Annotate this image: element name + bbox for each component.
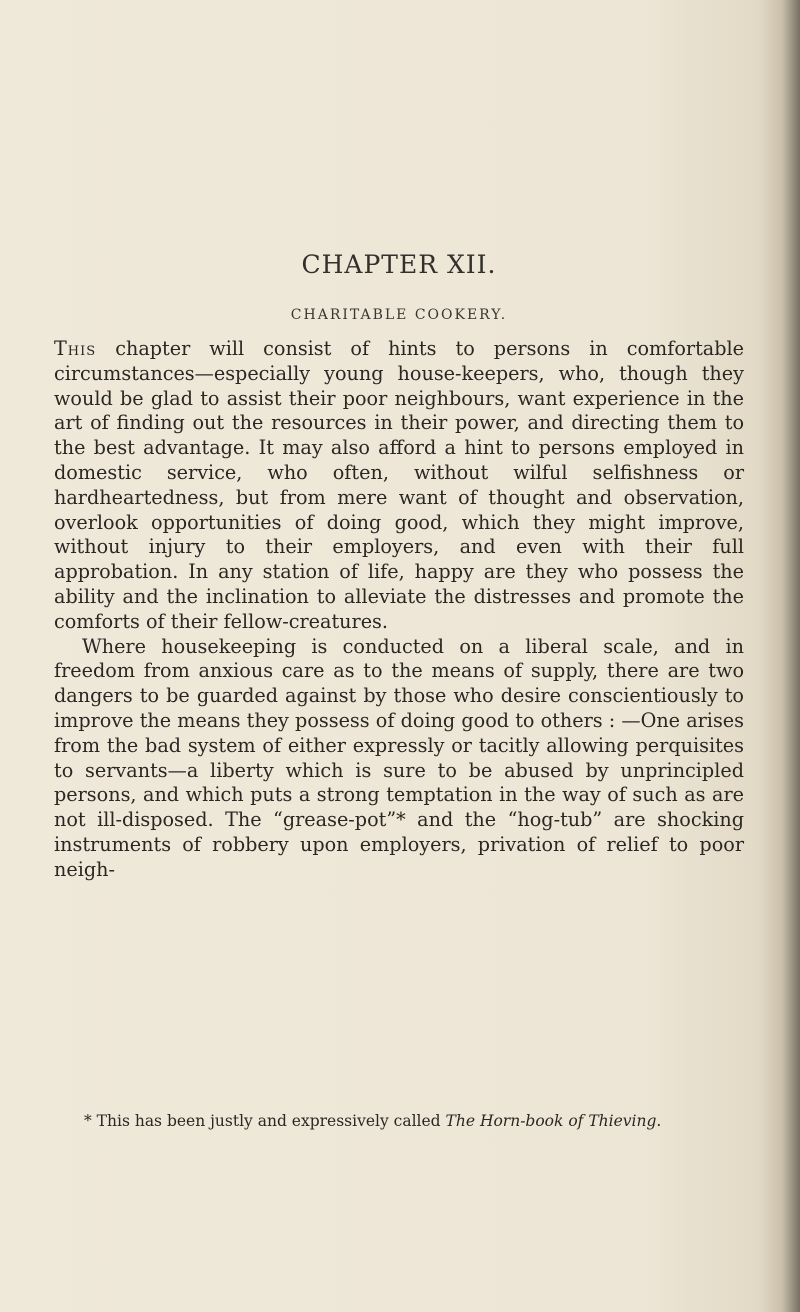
- page-edge-shadow: [760, 0, 800, 1312]
- paragraph-1: [54, 337, 744, 635]
- footnote-end: .: [656, 1112, 662, 1130]
- footnote: [54, 1110, 744, 1132]
- chapter-heading: CHAPTER XII.: [301, 250, 497, 279]
- paragraph-2: Where housekeeping is conducted on a liberal scale, and in freedom from anxious care as to the means of supply, there are two dangers to be guarded against by those who desire conscientiously to improve the means they possess of doing good to others : —One arises from the bad system of either expressly or tacitly allowing perquisites to servants—a liberty which is sure to be abused by unprincipled persons, and which puts a strong temptation in the way of such as are not ill-disposed. The “grease-pot”* and the “hog-tub” are shocking instruments of robbery upon employers, privation of relief to poor neigh-: [54, 634, 744, 881]
- footnote-title: The Horn-book of Thieving: [445, 1112, 657, 1130]
- chapter-subtitle: CHARITABLE COOKERY.: [290, 307, 508, 323]
- text-block: [54, 250, 744, 883]
- paragraph-1-text: chapter will consist of hints to persons in comfortable circumstances—especially young house-keepers, who, though they would be glad to assist their poor neighbours, want experience in the art of finding out the resources in their power, and directing them to the best advantage. It may also afford a hint to persons employed in domestic service, who often, without wilful selfishness or hardheartedness, but from mere want of thought and observation, overlook opportunities of doing good, which they might improve, without injury to their employers, and even with their full approbation. In any station of life, happy are they who possess the ability and the inclination to alleviate the distresses and promote the comforts of their fellow-creatures.: [54, 337, 744, 633]
- footnote-text: * This has been justly and expressively called: [84, 1112, 446, 1130]
- first-word: This: [54, 337, 97, 360]
- body-text: [54, 337, 744, 883]
